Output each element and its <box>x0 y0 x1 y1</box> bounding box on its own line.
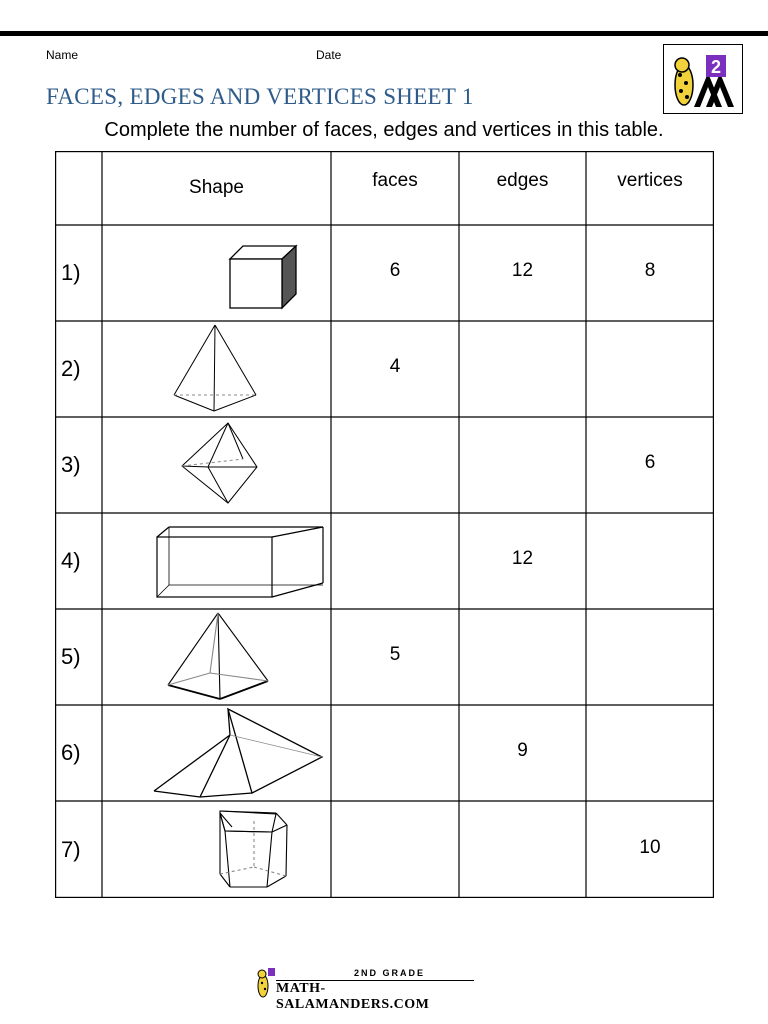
row-6-edges: 9 <box>517 740 528 761</box>
row-6-number: 6) <box>61 740 81 765</box>
row-4-edges: 12 <box>511 548 534 569</box>
row-3-vertices: 6 <box>644 452 656 473</box>
top-rule <box>0 31 768 36</box>
row-2-number: 2) <box>61 356 81 381</box>
triangular-pyramid-icon <box>102 321 331 417</box>
cube-icon <box>102 225 331 321</box>
row-6-faces <box>331 705 459 797</box>
date-label: Date <box>316 48 342 62</box>
row-3-faces <box>331 417 459 509</box>
row-7-vertices: 10 <box>639 836 661 858</box>
row-2-vertices <box>586 321 714 413</box>
row-1-edges: 12 <box>511 260 534 281</box>
row-1-faces: 6 <box>389 260 401 281</box>
row-4-vertices <box>586 513 714 605</box>
logo-grade: 2 <box>710 57 722 77</box>
row-4-faces <box>331 513 459 605</box>
square-pyramid-icon <box>102 609 331 705</box>
row-1-vertices: 8 <box>644 260 656 281</box>
footer-logo <box>254 966 476 1012</box>
row-6-vertices <box>586 705 714 797</box>
name-label: Name <box>46 48 79 62</box>
row-5-vertices <box>586 609 714 701</box>
header-faces: faces <box>372 170 418 191</box>
row-7-edges <box>459 801 586 894</box>
salamander-logo <box>663 44 743 114</box>
footer-site: MATH-SALAMANDERS.COM <box>276 981 430 1012</box>
header-shape: Shape <box>189 177 244 198</box>
footer-grade: 2ND GRADE <box>354 968 426 978</box>
page-title: FACES, EDGES AND VERTICES SHEET 1 <box>46 84 474 109</box>
salamander-icon <box>254 966 276 1000</box>
rectangular-prism-icon <box>102 513 331 609</box>
row-3-edges <box>459 417 586 509</box>
row-4-number: 4) <box>61 548 81 573</box>
row-5-edges <box>459 609 586 701</box>
row-5-number: 5) <box>61 644 81 669</box>
instructions: Complete the number of faces, edges and vertices in this table. <box>104 119 664 141</box>
shapes-table <box>55 151 714 898</box>
triangular-prism-icon <box>102 705 331 801</box>
row-5-faces: 5 <box>389 644 401 665</box>
row-7-faces <box>331 801 459 894</box>
row-7-number: 7) <box>61 836 81 862</box>
pentagonal-prism-icon <box>102 801 331 897</box>
row-2-edges <box>459 321 586 413</box>
row-3-number: 3) <box>61 452 81 477</box>
header-vertices: vertices <box>617 170 683 191</box>
row-1-number: 1) <box>61 260 81 285</box>
header-edges: edges <box>496 170 549 191</box>
row-2-faces: 4 <box>389 356 401 377</box>
footer-rule <box>276 980 474 981</box>
octahedron-icon <box>102 417 331 513</box>
